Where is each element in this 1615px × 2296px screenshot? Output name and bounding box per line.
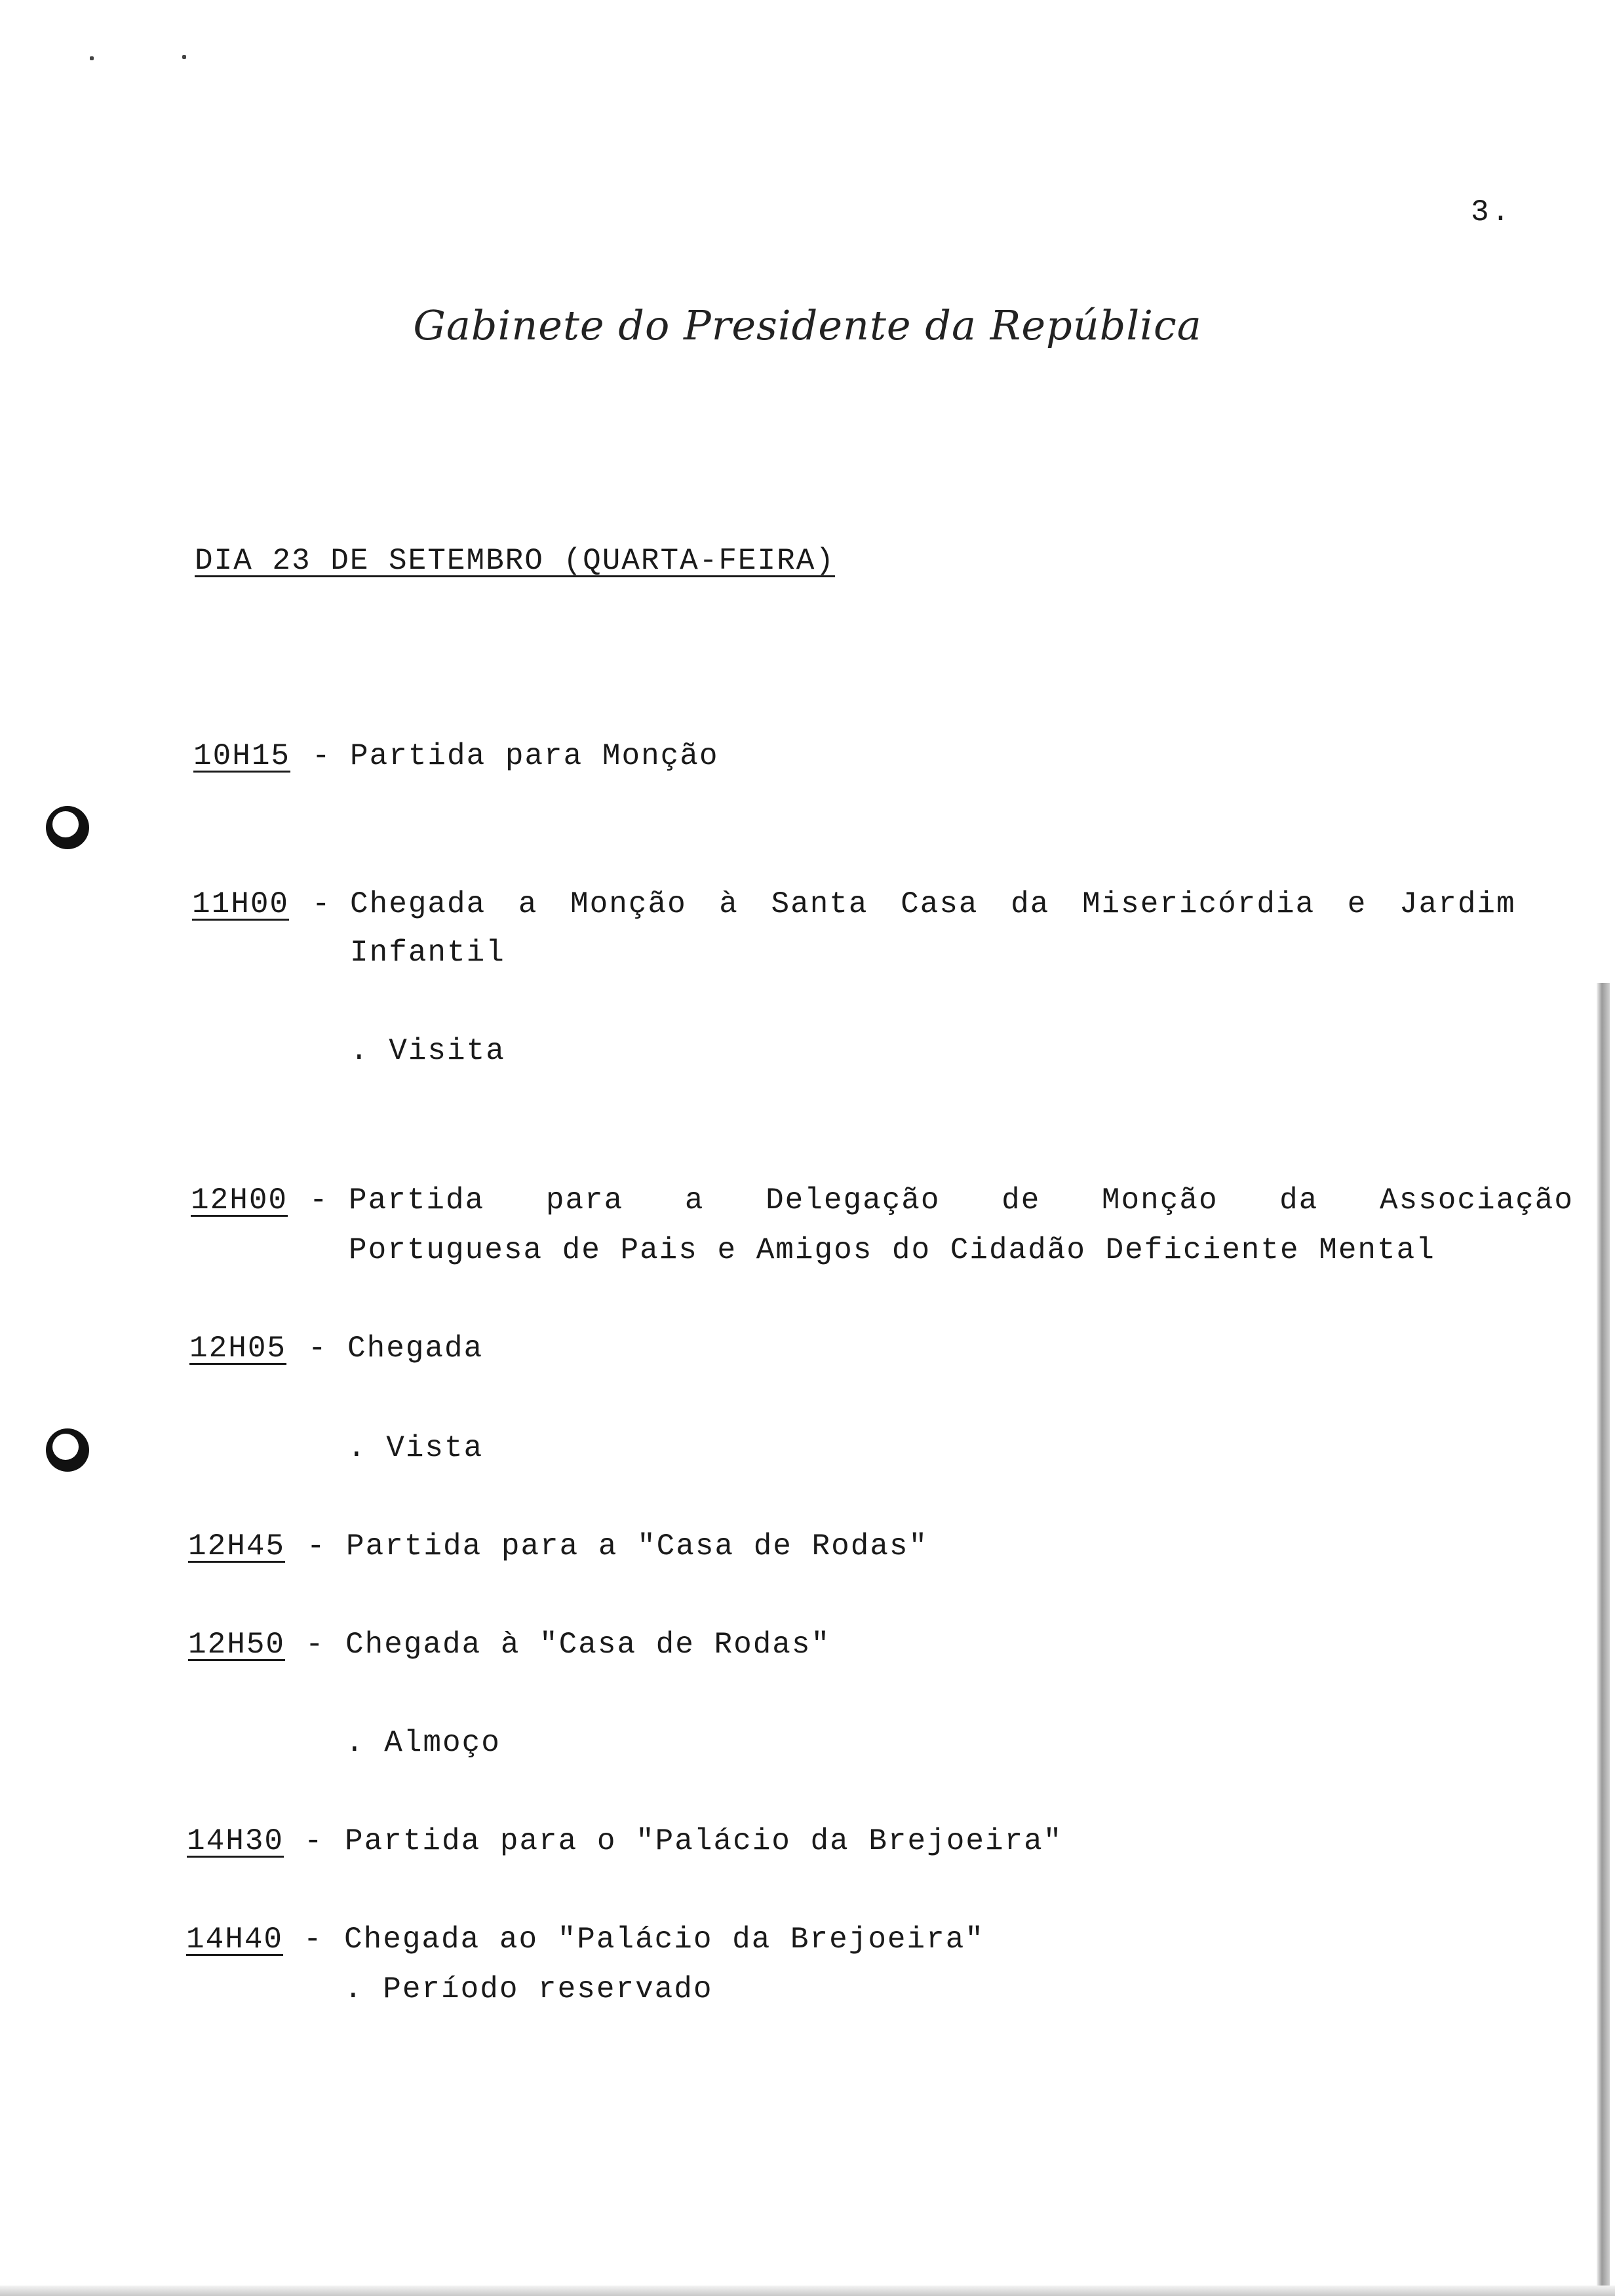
entry-bullet: . Período reservado — [344, 1972, 713, 2006]
dash: - — [303, 1923, 322, 1957]
dash: - — [307, 1529, 325, 1563]
scan-right-edge — [1597, 983, 1610, 2296]
entry-text: Chegada à "Casa de Rodas" — [345, 1628, 831, 1662]
time-12h50: 12H50 — [188, 1628, 286, 1662]
dash: - — [312, 739, 330, 773]
page-number: 3. — [1471, 195, 1513, 229]
time-14h40: 14H40 — [186, 1923, 284, 1957]
entry-text: Partida para a Delegação de Monção da Associação — [349, 1183, 1574, 1217]
dash: - — [308, 1331, 326, 1366]
dash: - — [309, 1183, 328, 1217]
entry-bullet: . Almoço — [345, 1726, 501, 1760]
entry-text: Partida para a "Casa de Rodas" — [346, 1529, 929, 1563]
dash: - — [305, 1628, 324, 1662]
punch-hole — [46, 1428, 89, 1472]
time-12h05: 12H05 — [189, 1331, 287, 1366]
time-10h15: 10H15 — [193, 739, 291, 773]
scan-speck — [90, 56, 94, 60]
letterhead: Gabinete do Presidente da República — [413, 301, 1202, 349]
entry-text: Chegada a Monção à Santa Casa da Misericórdia e Jardim — [350, 887, 1516, 921]
entry-bullet: . Vista — [347, 1431, 484, 1465]
entry-bullet: . Visita — [350, 1034, 505, 1068]
time-11h00: 11H00 — [192, 887, 290, 921]
time-12h45: 12H45 — [188, 1529, 286, 1563]
entry-text: Chegada ao "Palácio da Brejoeira" — [344, 1923, 984, 1957]
scan-speck — [182, 55, 186, 59]
time-12h00: 12H00 — [191, 1183, 288, 1217]
entry-text: Chegada — [347, 1331, 484, 1366]
entry-text: Portuguesa de Pais e Amigos do Cidadão Deficiente Mental — [349, 1233, 1435, 1267]
scan-bottom-edge — [0, 2286, 1615, 2296]
punch-hole — [46, 806, 89, 849]
day-heading: DIA 23 DE SETEMBRO (QUARTA-FEIRA) — [195, 544, 835, 578]
entry-text: Infantil — [350, 936, 505, 970]
dash: - — [312, 887, 330, 921]
entry-text: Partida para o "Palácio da Brejoeira" — [345, 1824, 1063, 1858]
entry-text: Partida para Monção — [350, 739, 719, 773]
dash: - — [304, 1824, 322, 1858]
time-14h30: 14H30 — [187, 1824, 284, 1858]
